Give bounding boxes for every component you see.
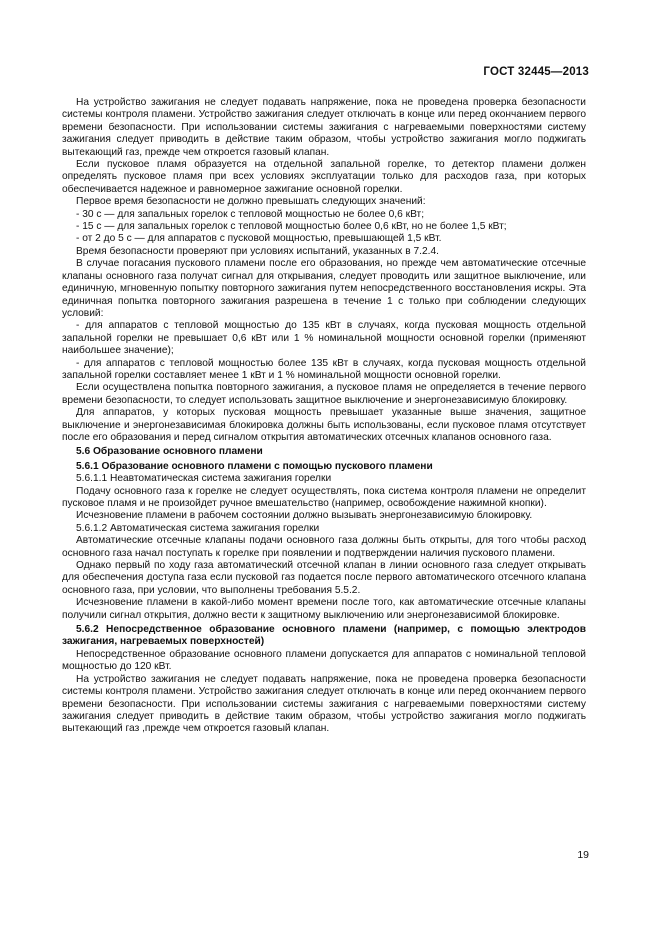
page-number: 19 <box>577 849 589 861</box>
paragraph: Если осуществлена попытка повторного зажигания, а пусковое пламя не определяется в течение первого времени безопасности, то следует использовать защитное выключение и энергонезависимую блокировку. <box>62 382 586 406</box>
paragraph: На устройство зажигания не следует подавать напряжение, пока не проведена проверка безопасности системы контроля пламени. Устройство зажигания следует отключать в конце или перед окончанием первого времени безопасности. При использовании системы зажигания с нагреваемыми поверхностями систему зажигания следует приводить в действие таким образом, чтобы устройство зажигания могло поджигать вытекающий газ ,прежде чем откроется газовый клапан. <box>62 673 586 735</box>
section-heading: 5.6 Образование основного пламени <box>76 446 263 458</box>
list-item: - для аппаратов с тепловой мощностью до 135 кВт в случаях, когда пусковая мощность отдельной запальной горелки не превышает 0,6 кВт или 1 % номинальной мощности основной горелки (применяют наибольшее значение); <box>62 320 586 357</box>
paragraph: Время безопасности проверяют при условиях испытаний, указанных в 7.2.4. <box>76 245 439 257</box>
paragraph: Если пусковое пламя образуется на отдельной запальной горелке, то детектор пламени должен определять пусковое пламя при всех условиях эксплуатации только для расходов газа, при которых обеспечивается надежное и равномерное зажигание основной горелки. <box>62 159 586 195</box>
document-code: ГОСТ 32445—2013 <box>483 66 589 78</box>
paragraph: Подачу основного газа к горелке не следует осуществлять, пока система контроля пламени не определит пусковое пламя и не произойдет ручное вмешательство (например, освобождение нажимной кнопки). <box>62 485 586 509</box>
document-body <box>62 97 586 736</box>
list-item: - 15 с — для запальных горелок с тепловой мощностью более 0,6 кВт, но не более 1,5 кВт; <box>76 221 507 233</box>
list-item: - 30 с — для запальных горелок с тепловой мощностью не более 0,6 кВт; <box>76 208 425 220</box>
clause-heading: 5.6.1.1 Неавтоматическая система зажигания горелки <box>76 473 332 485</box>
paragraph: Исчезновение пламени в рабочем состоянии должно вызывать энергонезависимую блокировку. <box>76 510 533 522</box>
paragraph: Автоматические отсечные клапаны подачи основного газа должны быть открыты, для того чтобы расход основного газа начал поступать к горелке при появлении и подтверждении наличия пускового пламени. <box>62 535 586 559</box>
paragraph: Непосредственное образование основного пламени допускается для аппаратов с номинальной тепловой мощностью до 120 кВт. <box>62 648 586 673</box>
paragraph: Исчезновение пламени в какой-либо момент времени после того, как автоматические отсечные клапаны получили сигнал открытия, должно вести к защитному выключению или энергонезависимой блокировке. <box>62 597 586 621</box>
paragraph: На устройство зажигания не следует подавать напряжение, пока не проведена проверка безопасности системы контроля пламени. Устройство зажигания следует отключать в конце или перед окончанием первого времени безопасности. При использовании системы зажигания с нагреваемыми поверхностями систему зажигания следует приводить в действие таким образом, чтобы устройство зажигания могло поджигать вытекающий газ, прежде чем откроется газовый клапан. <box>62 97 586 158</box>
clause-heading: 5.6.1.2 Автоматическая система зажигания горелки <box>76 522 320 534</box>
list-item: - от 2 до 5 с — для аппаратов с пусковой мощностью, превышающей 1,5 кВт. <box>76 233 442 245</box>
list-item: - для аппаратов с тепловой мощностью более 135 кВт в случаях, когда пусковая мощность отдельной запальной горелки составляет менее 1 кВт и 1 % номинальной мощности основной горелки. <box>62 357 586 381</box>
paragraph: В случае погасания пускового пламени после его образования, но прежде чем автоматические отсечные клапаны основного газа получат сигнал для открывания, следует проводить или защитное выключение, или единичную, мгновенную попытку повторного зажигания путем непосредственного восстановления искры. Эта единичная попытка повторного зажигания разрешена в течение 1 с только при соблюдении следующих условий: <box>62 258 586 319</box>
paragraph: Для аппаратов, у которых пусковая мощность превышает указанные выше значения, защитное выключение и энергонезависимая блокировка должны быть использованы, если пусковое пламя отсутствует после его образования и перед сигналом открытия автоматических отсечных клапанов основного газа. <box>62 407 586 443</box>
paragraph: Первое время безопасности не должно превышать следующих значений: <box>76 196 426 208</box>
subsection-heading: 5.6.2 Непосредственное образование основного пламени (например, с помощью электродов зажигания, нагреваемых поверхностей) <box>62 624 586 648</box>
subsection-heading: 5.6.1 Образование основного пламени с помощью пускового пламени <box>76 460 433 472</box>
paragraph: Однако первый по ходу газа автоматический отсечной клапан в линии основного газа следует открывать для обеспечения доступа газа если пусковой газ подается после первого автоматического отсечного клапана основного газа, при условии, что выполнены требования 5.5.2. <box>62 560 586 596</box>
